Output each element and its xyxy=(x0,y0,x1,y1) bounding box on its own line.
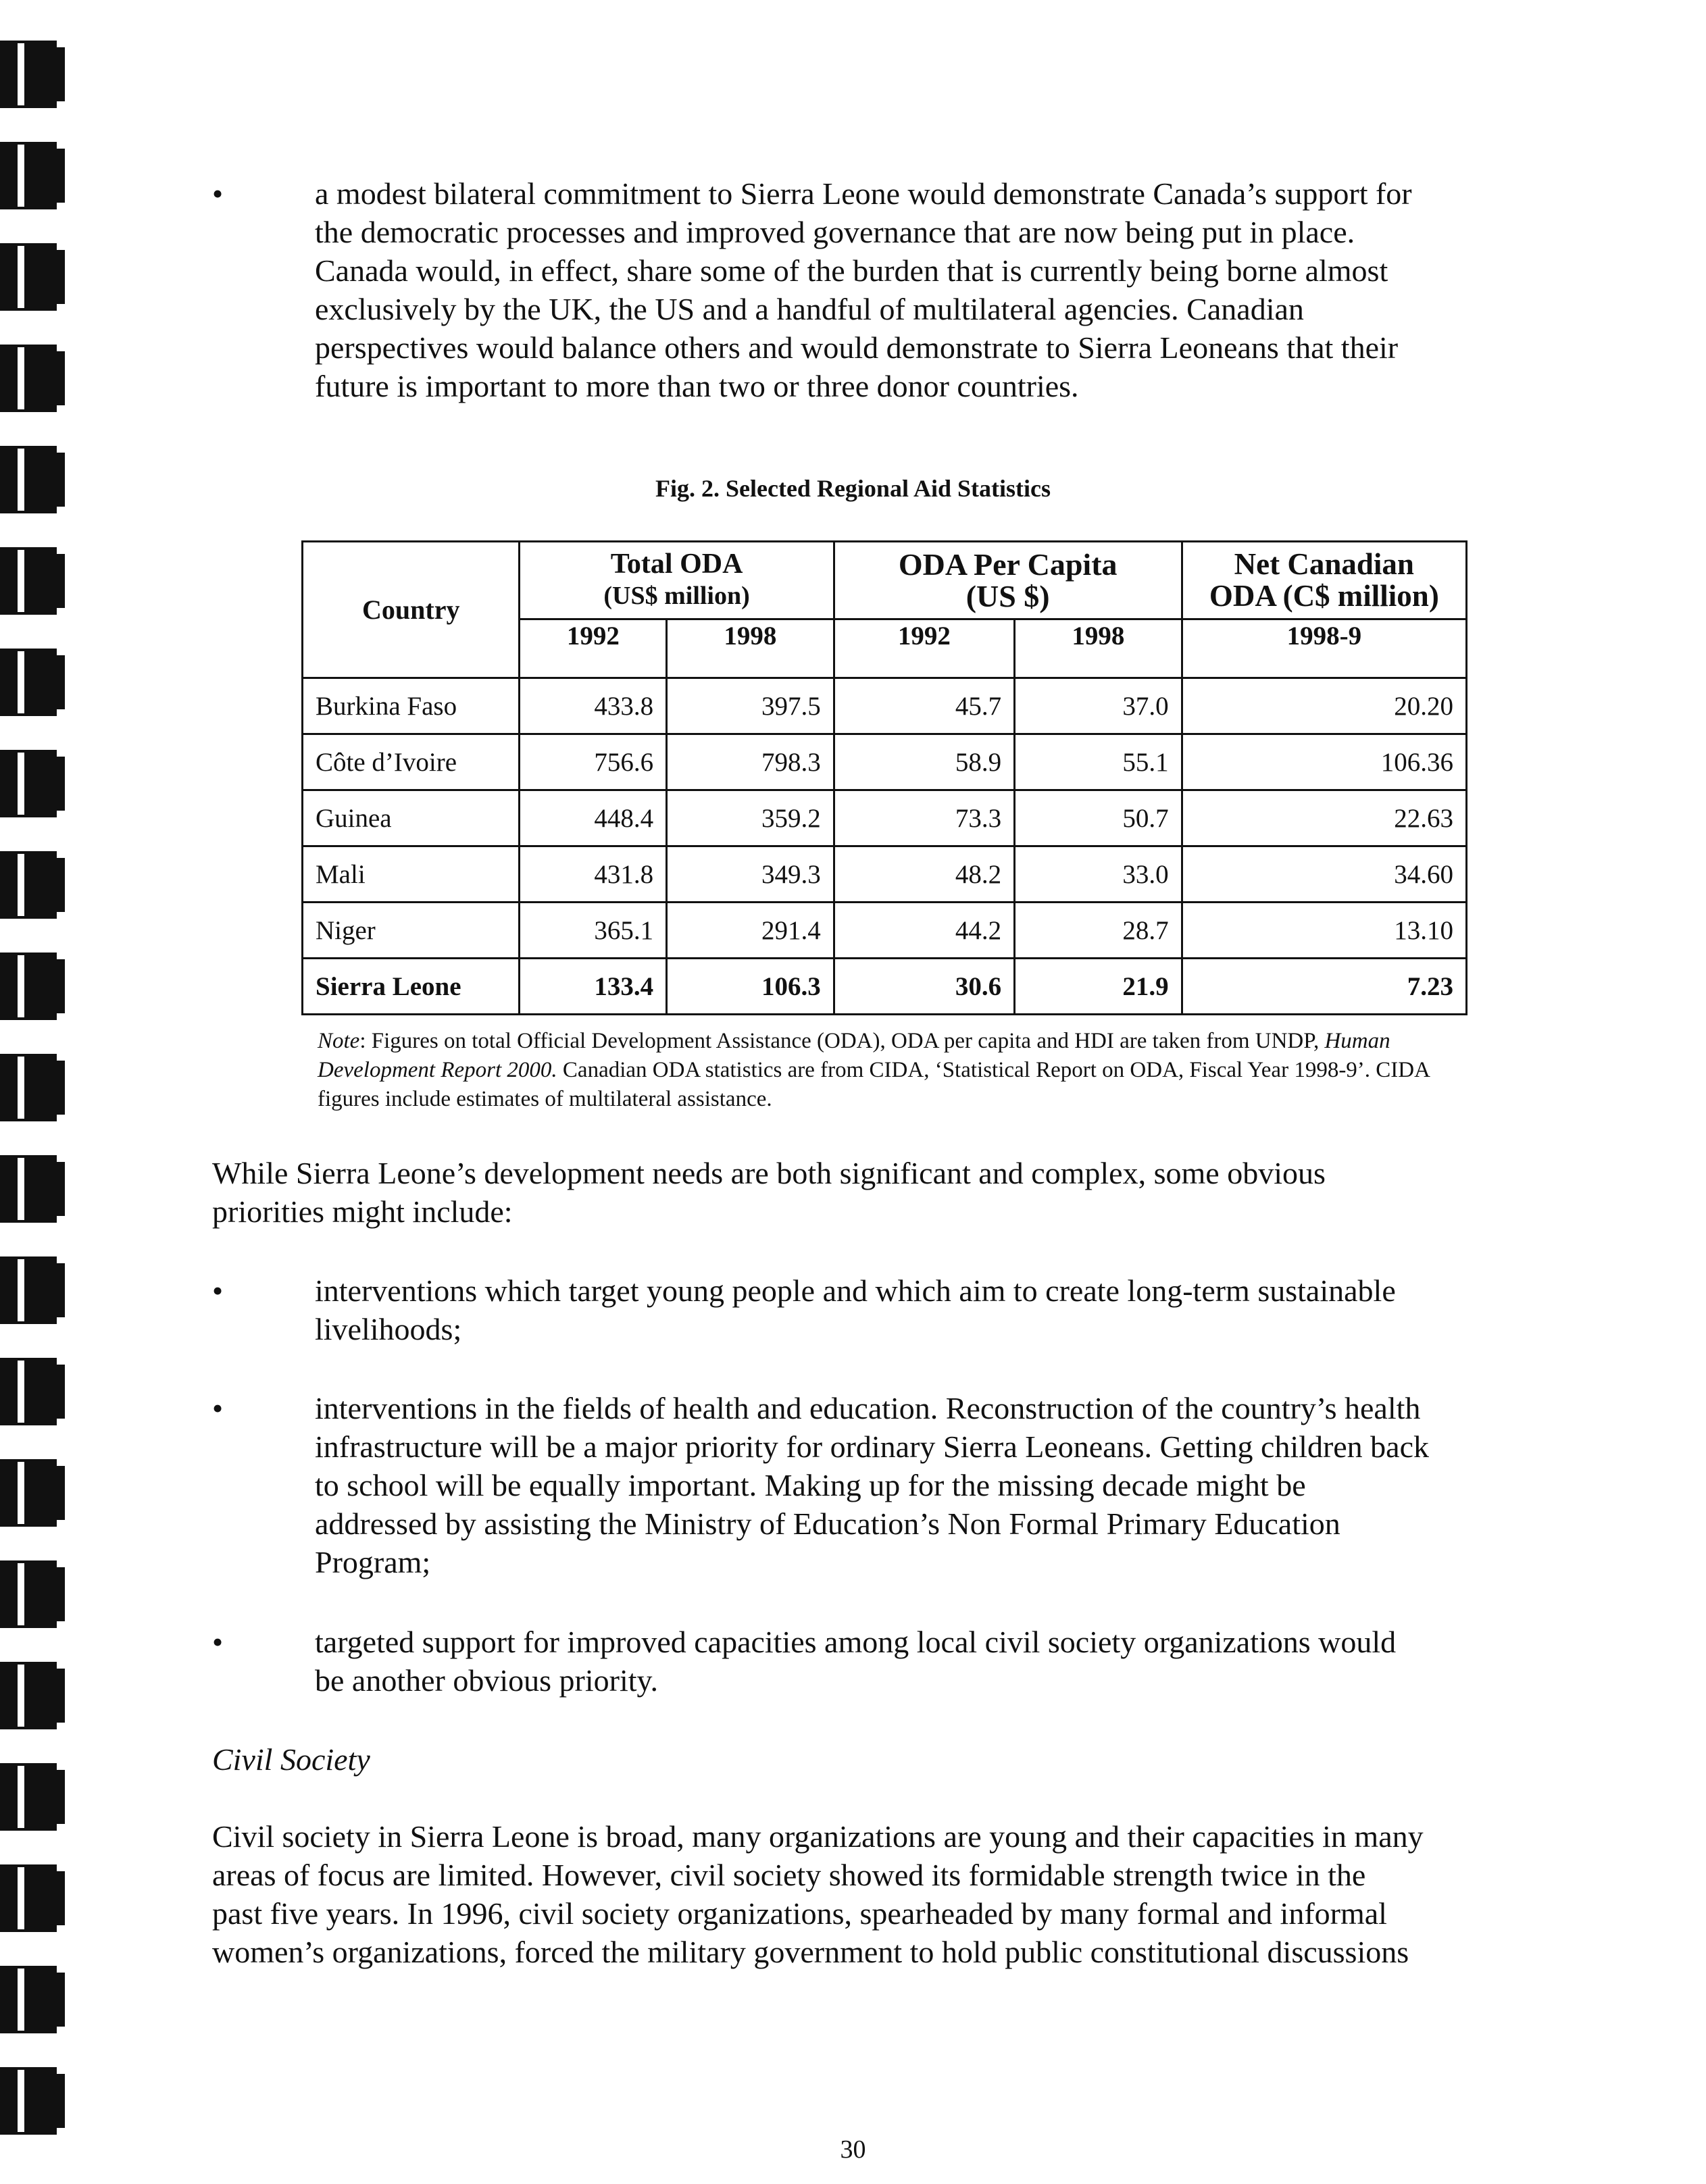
note-text: Canadian ODA statistics are from CIDA, ‘Statistical Report on ODA, Fiscal Year 1998-9’. CIDA figures include estimates of multilateral assistance. xyxy=(318,1058,1430,1111)
bullet-marker: • xyxy=(212,1625,224,1659)
text-line: livelihoods; xyxy=(315,1312,462,1346)
note-report-title: Human Development Report 2000. xyxy=(318,1029,1390,1082)
cell-value: 44.2 xyxy=(834,903,1014,959)
text-line: women’s organizations, forced the military government to hold public constitutional discussions xyxy=(212,1935,1409,1969)
text-line: to school will be equally important. Making up for the missing decade might be xyxy=(315,1468,1306,1502)
bullet-marker: • xyxy=(212,1391,224,1425)
text-line: Canada would, in effect, share some of the burden that is currently being borne almost xyxy=(315,253,1388,288)
cell-value: 7.23 xyxy=(1182,959,1466,1015)
bullet-bilateral-commitment xyxy=(212,174,1530,405)
header-year: 1998-9 xyxy=(1182,619,1466,678)
regional-aid-table xyxy=(301,540,1467,1015)
header-line: (US$ million) xyxy=(603,582,750,610)
cell-value: 448.4 xyxy=(520,790,667,846)
header-year: 1998 xyxy=(667,619,834,678)
cell-value: 34.60 xyxy=(1182,846,1466,903)
cell-value: 28.7 xyxy=(1015,903,1182,959)
header-line: ODA (C$ million) xyxy=(1209,579,1439,613)
bullet-health-education xyxy=(212,1389,1530,1581)
cell-value: 50.7 xyxy=(1015,790,1182,846)
cell-value: 106.3 xyxy=(667,959,834,1015)
cell-value: 13.10 xyxy=(1182,903,1466,959)
header-oda-per-capita xyxy=(834,542,1182,619)
table-row xyxy=(303,903,1467,959)
cell-value: 431.8 xyxy=(520,846,667,903)
cell-value: 349.3 xyxy=(667,846,834,903)
text-line: infrastructure will be a major priority for ordinary Sierra Leoneans. Getting children back xyxy=(315,1429,1430,1464)
civil-society-paragraph xyxy=(212,1817,1550,1971)
cell-value: 58.9 xyxy=(834,734,1014,790)
header-year: 1992 xyxy=(520,619,667,678)
header-line: ODA Per Capita xyxy=(898,547,1118,582)
section-heading: Civil Society xyxy=(212,1742,370,1777)
text-line: targeted support for improved capacities among local civil society organizations would xyxy=(315,1625,1397,1659)
cell-country: Mali xyxy=(303,846,520,903)
table-row xyxy=(303,790,1467,846)
text-line: perspectives would balance others and would demonstrate to Sierra Leoneans that their xyxy=(315,330,1399,365)
bullet-marker: • xyxy=(212,176,224,211)
figure-title: Fig. 2. Selected Regional Aid Statistics xyxy=(655,475,1051,502)
cell-value: 55.1 xyxy=(1015,734,1182,790)
header-line: Net Canadian xyxy=(1234,547,1414,581)
cell-value: 397.5 xyxy=(667,678,834,734)
cell-value: 291.4 xyxy=(667,903,834,959)
note-text: : Figures on total Official Development Assistance (ODA), ODA per capita and HDI are taken from UNDP, xyxy=(359,1029,1325,1053)
text-line: Civil society in Sierra Leone is broad, many organizations are young and their capacities in many xyxy=(212,1819,1424,1854)
header-line: Total ODA xyxy=(610,549,743,580)
text-line: past five years. In 1996, civil society organizations, spearheaded by many formal and informal xyxy=(212,1896,1387,1931)
header-year: 1998 xyxy=(1015,619,1182,678)
header-total-oda xyxy=(520,542,834,619)
table-note xyxy=(318,1027,1466,1114)
text-line: areas of focus are limited. However, civil society showed its formidable strength twice in the xyxy=(212,1858,1366,1892)
table-row xyxy=(303,959,1467,1015)
text-line: addressed by assisting the Ministry of Education’s Non Formal Primary Education xyxy=(315,1506,1340,1541)
cell-country: Niger xyxy=(303,903,520,959)
cell-country: Guinea xyxy=(303,790,520,846)
cell-value: 73.3 xyxy=(834,790,1014,846)
cell-country: Sierra Leone xyxy=(303,959,520,1015)
text-line: priorities might include: xyxy=(212,1194,513,1229)
cell-value: 433.8 xyxy=(520,678,667,734)
table-row xyxy=(303,734,1467,790)
cell-value: 30.6 xyxy=(834,959,1014,1015)
cell-value: 133.4 xyxy=(520,959,667,1015)
table-row xyxy=(303,846,1467,903)
cell-country: Côte d’Ivoire xyxy=(303,734,520,790)
cell-value: 22.63 xyxy=(1182,790,1466,846)
header-net-canadian-oda xyxy=(1182,542,1466,619)
text-line: exclusively by the UK, the US and a handful of multilateral agencies. Canadian xyxy=(315,292,1304,326)
cell-value: 798.3 xyxy=(667,734,834,790)
header-year: 1992 xyxy=(834,619,1014,678)
text-line: interventions which target young people and which aim to create long-term sustainable xyxy=(315,1273,1396,1308)
intro-paragraph xyxy=(212,1154,1550,1231)
text-line: the democratic processes and improved governance that are now being put in place. xyxy=(315,215,1355,249)
page-number: 30 xyxy=(840,2135,866,2164)
cell-value: 37.0 xyxy=(1015,678,1182,734)
cell-value: 21.9 xyxy=(1015,959,1182,1015)
text-line: While Sierra Leone’s development needs are both significant and complex, some obvious xyxy=(212,1156,1326,1190)
cell-value: 106.36 xyxy=(1182,734,1466,790)
cell-value: 756.6 xyxy=(520,734,667,790)
cell-value: 45.7 xyxy=(834,678,1014,734)
header-country: Country xyxy=(303,542,520,678)
bullet-civil-society-support xyxy=(212,1623,1530,1700)
note-label: Note xyxy=(318,1029,360,1053)
cell-value: 33.0 xyxy=(1015,846,1182,903)
text-line: future is important to more than two or three donor countries. xyxy=(315,369,1079,403)
table-header-row xyxy=(303,542,1467,619)
cell-value: 365.1 xyxy=(520,903,667,959)
text-line: interventions in the fields of health and education. Reconstruction of the country’s health xyxy=(315,1391,1421,1425)
text-line: be another obvious priority. xyxy=(315,1663,659,1698)
cell-value: 48.2 xyxy=(834,846,1014,903)
header-line: (US $) xyxy=(965,579,1050,613)
cell-value: 20.20 xyxy=(1182,678,1466,734)
cell-value: 359.2 xyxy=(667,790,834,846)
bullet-marker: • xyxy=(212,1273,224,1308)
cell-country: Burkina Faso xyxy=(303,678,520,734)
text-line: Program; xyxy=(315,1545,431,1579)
bullet-youth-interventions xyxy=(212,1271,1530,1348)
text-line: a modest bilateral commitment to Sierra Leone would demonstrate Canada’s support for xyxy=(315,176,1412,211)
table-row xyxy=(303,678,1467,734)
